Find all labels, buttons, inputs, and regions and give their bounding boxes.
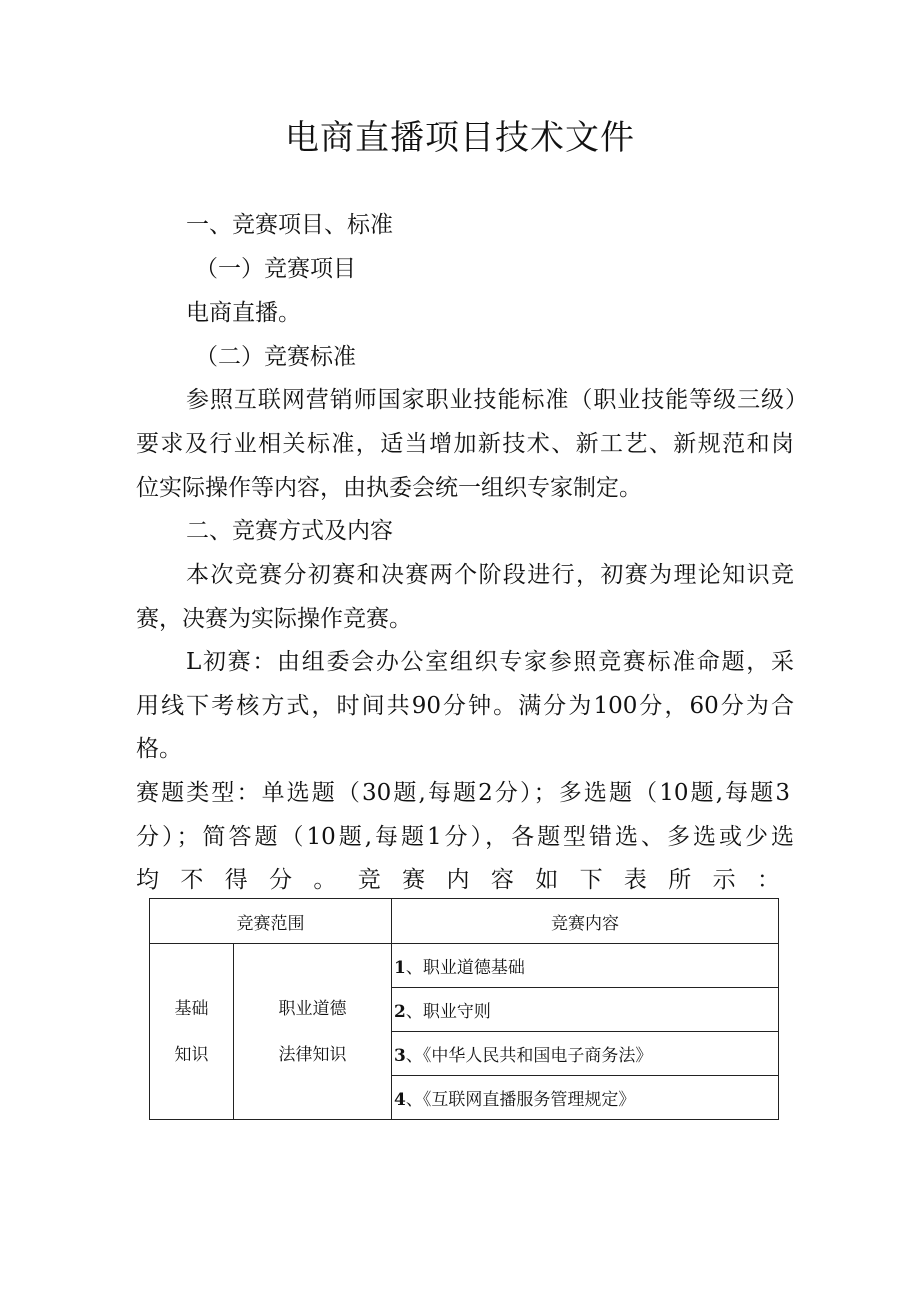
document-title: 电商直播项目技术文件 [285,118,635,158]
item-text: 、《中华人民共和国电子商务法》 [405,1046,653,1066]
competition-content-table [149,898,779,1120]
paragraph-line: L初赛：由组委会办公室组织专家参照竞赛标准命题，采 [186,649,794,675]
paragraph-line: 本次竞赛分初赛和决赛两个阶段进行，初赛为理论知识竞 [186,562,794,588]
item-text: 、职业守则 [405,1002,491,1022]
subsection-heading-1: （一）竞赛项目 [195,256,356,282]
subcategory-cell [234,944,392,1120]
content-item [392,1032,779,1076]
item-number: 2 [394,1002,406,1022]
subcategory-line: 法律知识 [278,1044,347,1065]
item-number: 4 [394,1090,406,1110]
category-line: 基础 [174,998,209,1019]
paragraph-line: 赛，决赛为实际操作竞赛。 [136,606,412,632]
content-item [392,988,779,1032]
paragraph-line: 位实际操作等内容，由执委会统一组织专家制定。 [136,475,642,501]
paragraph-line: 参照互联网营销师国家职业技能标准（职业技能等级三级） [186,387,808,413]
category-cell [150,944,234,1120]
category-line: 知识 [174,1044,209,1065]
subsection-heading-2: （二）竞赛标准 [195,344,356,370]
item-number: 3 [394,1046,406,1066]
paragraph-line: 格。 [136,736,182,762]
paragraph-line: 均不得分。竞赛内容如下表所示： [136,867,780,893]
paragraph-line: 要求及行业相关标准，适当增加新技术、新工艺、新规范和岗 [136,431,794,457]
section-heading-2: 二、竞赛方式及内容 [186,518,393,544]
content-item [392,944,779,988]
column-header-content: 竞赛内容 [392,899,779,944]
paragraph-line: 赛题类型：单选题（30题,每题2分）；多选题（10题,每题3 [136,780,790,806]
column-header-scope: 竞赛范围 [150,899,392,944]
table-header-row [150,899,779,944]
section-heading-1: 一、竞赛项目、标准 [186,212,393,238]
item-text: 、《互联网直播服务管理规定》 [405,1090,636,1110]
item-number: 1 [394,958,406,978]
paragraph-line: 用线下考核方式，时间共90分钟。满分为100分，60分为合 [136,693,794,719]
table-row [150,944,779,988]
content-item [392,1076,779,1120]
item-text: 、职业道德基础 [405,958,525,978]
paragraph-line: 分）；简答题（10题,每题1分），各题型错选、多选或少选 [136,824,794,850]
subcategory-line: 职业道德 [278,998,347,1019]
paragraph: 电商直播。 [186,300,301,326]
